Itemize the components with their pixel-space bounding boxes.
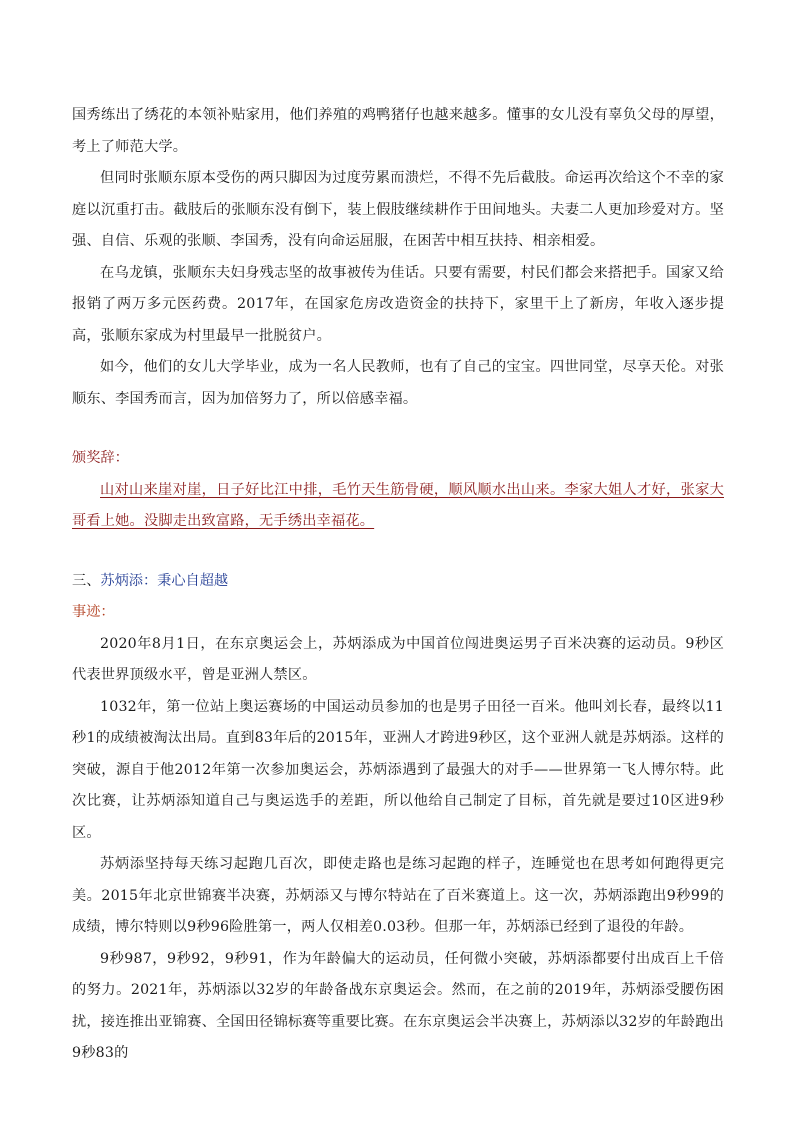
story-paragraph-2: 但同时张顺东原本受伤的两只脚因为过度劳累而溃烂，不得不先后截肢。命运再次给这个不幸的家庭以沉重打击。截肢后的张顺东没有倒下，装上假肢继续耕作于田间地头。夫妻二人更加珍爱对方。坚强、自信、乐观的张顺、李国秀，没有向命运屈服，在困苦中相互扶持、相亲相爱。: [72, 170, 724, 249]
award-title: 颁奖辞：: [72, 450, 129, 466]
story-paragraph-1: 国秀练出了绣花的本领补贴家用，他们养殖的鸡鸭猪仔也越来越多。懂事的女儿没有辜负父母的厚望，考上了师范大学。: [72, 107, 724, 155]
story-paragraph-3: 在乌龙镇，张顺东夫妇身残志坚的故事被传为佳话。只要有需要，村民们都会来搭把手。国家又给报销了两万多元医药费。2017年，在国家危房改造资金的扶持下，家里干上了新房，年收入逐步提高，张顺东家成为村里最早一批脱贫户。: [72, 264, 724, 344]
spacer: [72, 538, 724, 566]
section-heading: [72, 566, 724, 598]
award-text: 山对山来崖对崖，日子好比江中排，毛竹天生筋骨硬，顺风顺水出山来。李家大姐人才好，张家大哥看上她。没脚走出致富路，无手绣出幸福花。: [72, 481, 724, 529]
story-paragraph-4: 如今，他们的女儿大学毕业，成为一名人民教师，也有了自己的宝宝。四世同堂，尽享天伦。对张顺东、李国秀而言，因为加倍努力了，所以倍感幸福。: [72, 359, 724, 407]
deeds-paragraph-3: 苏炳添坚持每天练习起跑几百次，即使走路也是练习起跑的样子，连睡觉也在思考如何跑得更完美。2015年北京世锦赛半决赛，苏炳添又与博尔特站在了百米赛道上。这一次，苏炳添跑出9秒99的成绩，博尔特则以9秒96险胜第一，两人仅相差0.03秒。但那一年，苏炳添已经到了退役的年龄。: [72, 856, 724, 935]
deeds-paragraph-1: 2020年8月1日，在东京奥运会上，苏炳添成为中国首位闯进奥运男子百米决赛的运动员。9秒区代表世界顶级水平，曾是亚洲人禁区。: [72, 635, 724, 683]
document-body: [72, 100, 724, 1070]
section-number: 三、: [72, 572, 101, 589]
spacer: [72, 415, 724, 443]
deeds-paragraph-2: 1032年，第一位站上奥运赛场的中国运动员参加的也是男子田径一百米。他叫刘长春，最终以11秒1的成绩被淘汰出局。直到83年后的2015年，亚洲人才跨进9秒区，这个亚洲人就是苏炳添。这样的突破，源自于他2012年第一次参加奥运会，苏炳添遇到了最强大的对手——世界第一飞人博尔特。此次比赛，让苏炳添知道自己与奥运选手的差距，所以他给自己制定了目标，首先就是要过10区进9秒区。: [72, 698, 724, 841]
deeds-paragraph-4: 9秒987，9秒92，9秒91，作为年龄偏大的运动员，任何微小突破，苏炳添都要付出成百上千倍的努力。2021年，苏炳添以32岁的年龄备战东京奥运会。然而，在之前的2019年，苏炳添受腰伤困扰，接连推出亚锦赛、全国田径锦标赛等重要比赛。在东京奥运会半决赛上，苏炳添以32岁的年龄跑出9秒83的: [72, 950, 724, 1061]
section-name: 苏炳添：秉心自超越: [100, 572, 229, 589]
deeds-label: 事迹：: [72, 604, 115, 620]
